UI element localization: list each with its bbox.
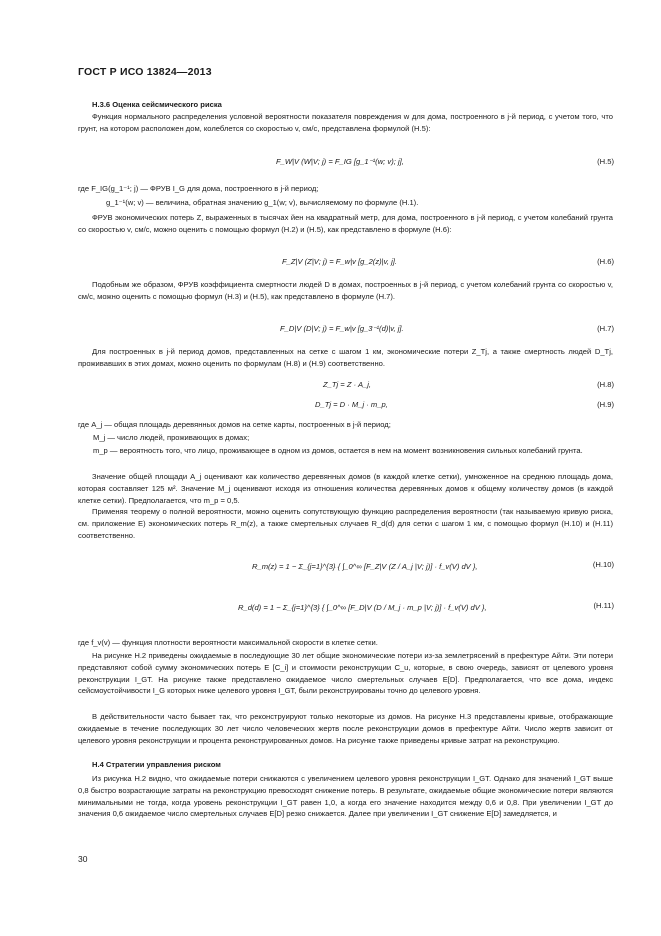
- where-1b: g_1⁻¹(w; v) — величина, обратная значению g_1(w; v), вычисляемому по формуле (Н.1).: [106, 198, 419, 207]
- paragraph-5: Значение общей площади A_j оценивают как количество деревянных домов (в каждой клетке сетки), умноженное на среднюю площадь дома, которая составляет 125 м². Значение M_j оценивают исходя из отношения количества деревянных домов к общему количеству домов (в каждой клетке сетки). Предполагается, что m_p = 0,5.: [78, 472, 613, 505]
- formula-h9: D_Tj = D · M_j · m_p,: [315, 400, 388, 409]
- document-header: ГОСТ Р ИСО 13824—2013: [78, 66, 212, 78]
- section-heading-h36: Н.3.6 Оценка сейсмического риска: [92, 100, 222, 109]
- paragraph-8: В действительности часто бывает так, что реконструируют только некоторые из домов. На рисунке Н.3 представлены кривые, отображающие ожидаемые в течение последующих 30 лет число человеческих жертв после реконструкции домов в префектуре Айти. Число жертв зависит от целевого уровня реконструкции и процента реконструированных домов. На рисунке также приведены кривые затрат на реконструкцию.: [78, 712, 613, 745]
- section-heading-h4: Н.4 Стратегии управления риском: [92, 760, 221, 769]
- where-2c: m_p — вероятность того, что лицо, проживающее в одном из домов, остается в нем на момент возникновения сильных колебаний грунта.: [93, 446, 583, 455]
- paragraph-2: ФРУВ экономических потерь Z, выраженных в тысячах йен на квадратный метр, для дома, построенного в j-й период, с учетом колебаний грунта со скоростью v, см/с, можно оценить с помощью формул (Н.2) и (Н.5), как представлено в формуле (Н.6):: [78, 213, 613, 234]
- where-2b: M_j — число людей, проживающих в домах;: [93, 433, 250, 442]
- formula-h5: F_W|V (W|V; j) = F_IG [g_1⁻¹(w; v); j],: [276, 157, 404, 166]
- paragraph-7: На рисунке Н.2 приведены ожидаемые в последующие 30 лет общие экономические потери из-за землетрясений в префектуре Айти. Эти потери представляют собой сумму экономических потерь E [C_i] и стоимости реконструкции C_u, которые, в свою очередь, зависят от целевого уровня реконструкции I_GT. На рисунке также представлено ожидаемое число смертельных случаев E[D]. Предполагается, что все дома, индекс сейсмоустойчивости I_G которых ниже целевого уровня I_GT, были реконструированы точно до целевого уровня.: [78, 651, 613, 696]
- formula-number-h10: (Н.10): [592, 560, 614, 569]
- paragraph-6: Применяя теорему о полной вероятности, можно оценить сопутствующую функцию распределения вероятности (так называемую кривую риска, см. приложение Е) экономических потерь R_m(z), а также смертельных случаев R_d(d) для сетки с шагом 1 км, с помощью формул (Н.10) и (Н.11) соответственно.: [78, 507, 613, 540]
- paragraph-4: Для построенных в j-й период домов, представленных на сетке с шагом 1 км, экономические потери Z_Tj, а также смертность людей D_Tj, проживавших в этих домах, можно оценить по формулам (Н.8) и (Н.9) соответственно.: [78, 347, 613, 368]
- where-1a: где F_IG(g_1⁻¹; j) — ФРУВ I_G для дома, построенного в j-й период;: [78, 184, 319, 193]
- formula-h11: R_d(d) = 1 − Σ_{j=1}^{3} { ∫_0^∞ [F_D|V (D / M_j · m_p |V; j)] · f_v(V) dV },: [238, 603, 487, 612]
- where-2a: где A_j — общая площадь деревянных домов на сетке карты, построенных в j-й период;: [78, 420, 391, 429]
- formula-h10: R_m(z) = 1 − Σ_{j=1}^{3} { ∫_0^∞ [F_Z|V (Z / A_j |V; j)] · f_v(V) dV },: [252, 562, 478, 571]
- formula-h6: F_Z|V (Z|V; j) = F_w|v [g_2(z)|v, j].: [282, 257, 397, 266]
- formula-h7: F_D|V (D|V; j) = F_w|v [g_3⁻¹(d)|v, j].: [280, 324, 404, 333]
- formula-number-h9: (Н.9): [597, 400, 614, 409]
- formula-number-h7: (Н.7): [597, 324, 614, 333]
- paragraph-1: Функция нормального распределения условной вероятности показателя повреждения w для дома, построенного в j-й период, с учетом того, что грунт, на котором расположен дом, колеблется со скоростью v, см/с, представлена формулой (Н.5):: [78, 112, 613, 133]
- paragraph-9: Из рисунка Н.2 видно, что ожидаемые потери снижаются с увеличением целевого уровня реконструкции I_GT. Однако для значений I_GT выше 0,8 быстро возрастающие затраты на реконструкцию превосходят снижение потерь. В результате, ожидаемые общие экономические потери являются минимальными не тогда, когда уровень реконструкции I_GT равен 1,0, а когда его значение находится между 0,6 и 0,8. При увеличении I_GT до значения 0,6 ожидаемое число смертельных случаев E[D] резко снижается. Далее при увеличении I_GT снижение E[D] замедляется, и: [78, 774, 613, 819]
- formula-number-h6: (Н.6): [597, 257, 614, 266]
- formula-number-h5: (Н.5): [597, 157, 614, 166]
- formula-number-h11: (Н.11): [593, 601, 614, 610]
- formula-number-h8: (Н.8): [597, 380, 614, 389]
- page-number: 30: [78, 854, 88, 864]
- where-3: где f_v(v) — функция плотности вероятности максимальной скорости в клетке сетки.: [78, 638, 378, 647]
- formula-h8: Z_Tj = Z · A_j,: [323, 380, 372, 389]
- paragraph-3: Подобным же образом, ФРУВ коэффициента смертности людей D в домах, построенных в j-й период, с учетом колебаний грунта со скоростью v, см/с, можно оценить с помощью формул (Н.3) и (Н.5), как представлено в формуле (Н.7).: [78, 280, 613, 301]
